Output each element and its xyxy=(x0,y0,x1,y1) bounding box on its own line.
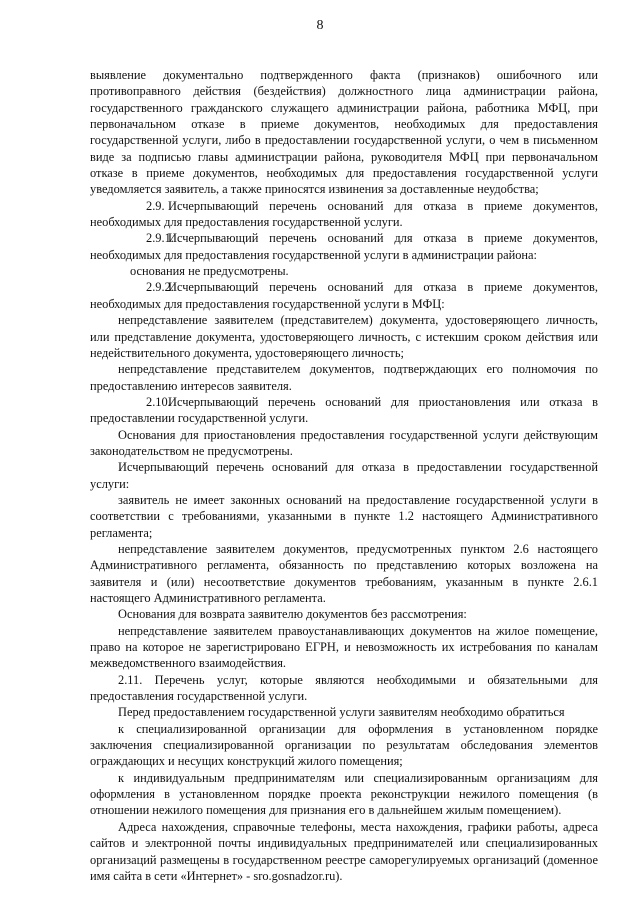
section-2-11: 2.11. Перечень услуг, которые являются необходимыми и обязательными для предоставления государственной услуги. xyxy=(90,672,598,704)
paragraph-no-grounds: основания не предусмотрены. xyxy=(130,264,289,279)
page-number: 8 xyxy=(316,18,324,33)
section-heading: Исчерпывающий перечень оснований для приостановления или отказа в предоставлении государственной услуги. xyxy=(90,394,598,426)
section-heading: Исчерпывающий перечень оснований для отказа в приеме документов, необходимых для предоставления государственной услуги. xyxy=(90,198,598,230)
section-2-9-2 xyxy=(90,279,598,312)
paragraph-refusal-list-heading: Исчерпывающий перечень оснований для отказа в предоставлении государственной услуги: xyxy=(90,460,598,491)
section-number: 2.9.1. xyxy=(146,231,174,246)
paragraph-addresses-registry: Адреса нахождения, справочные телефоны, места нахождения, графики работы, адреса сайтов и электронной почты индивидуальных предпринимателей или специализированных организаций размещены в государственном реестре саморегулируемых организаций (доменное имя сайта в сети «Интернет» - sro.gosnadzor.ru). xyxy=(90,819,598,883)
section-number: 2.10. xyxy=(146,394,171,409)
paragraph-return-grounds-heading: Основания для возврата заявителю документов без рассмотрения: xyxy=(118,607,467,622)
section-heading: Исчерпывающий перечень оснований для отказа в приеме документов, необходимых для предоставления государственной услуги в администрации района: xyxy=(90,231,598,262)
paragraph-no-legal-grounds: заявитель не имеет законных оснований на предоставление государственной услуги в соответствии с требованиями, указанными в пункте 1.2 настоящего Административного регламента; xyxy=(90,492,598,540)
paragraph-specialized-organization: к специализированной организации для оформления в установленном порядке заключения специализированной организации по результатам обследования элементов ограждающих и несущих конструкций жилого помещения; xyxy=(90,721,598,769)
section-number: 2.9.2. xyxy=(146,280,174,295)
paragraph-before-service: Перед предоставлением государственной услуги заявителям необходимо обратиться xyxy=(118,705,565,720)
paragraph-title-documents: непредставление заявителем правоустанавливающих документов на жилое помещение, право на которое не зарегистрировано ЕГРН, и невозможность их истребования по каналам межведомственного взаимодействия. xyxy=(90,623,598,671)
paragraph-authority-documents: непредставление представителем документов, подтверждающих его полномочия по предоставлению интересов заявителя. xyxy=(90,362,598,393)
section-2-9-1 xyxy=(90,230,598,263)
document-body xyxy=(90,67,598,884)
section-number: 2.9. xyxy=(146,198,165,213)
section-2-9 xyxy=(90,198,598,231)
section-2-10 xyxy=(90,394,598,427)
paragraph-violation-apology: выявление документально подтвержденного факта (признаков) ошибочного или противоправного действия (бездействия) должностного лица администрации района, государственного гражданского служащего администрации района, работника МФЦ, при первоначальном отказе в приеме документов, необходимых для предоставления государственной услуги, либо в предоставлении государственной услуги, о чем в письменном виде за подписью главы администрации района, руководителя МФЦ при первоначальном отказе в приеме документов, необходимых для предоставления государственной услуги уведомляется заявитель, а также приносятся извинения за доставленные неудобства; xyxy=(90,68,598,197)
paragraph-suspension-grounds: Основания для приостановления предоставления государственной услуги действующим законодательством не предусмотрены. xyxy=(90,427,598,458)
paragraph-identity-document: непредставление заявителем (представителем) документа, удостоверяющего личность, или представление документа, удостоверяющего личность, с истекшим сроком действия или недействительного документа, удостоверяющего личность; xyxy=(90,313,598,360)
paragraph-missing-documents: непредставление заявителем документов, предусмотренных пунктом 2.6 настоящего Административного регламента, обязанность по представлению которых возложена на заявителя и (или) несоответствие документов требованиям, указанным в пункте 2.6.1 настоящего Административного регламента. xyxy=(90,541,598,605)
paragraph-entrepreneurs: к индивидуальным предпринимателям или специализированным организациям для оформления в установленном порядке проекта реконструкции нежилого помещения (в отношении нежилого помещения для признания его в дальнейшем жилым помещением). xyxy=(90,770,598,818)
section-heading: Исчерпывающий перечень оснований для отказа в приеме документов, необходимых для предоставления государственной услуги в МФЦ: xyxy=(90,280,598,311)
